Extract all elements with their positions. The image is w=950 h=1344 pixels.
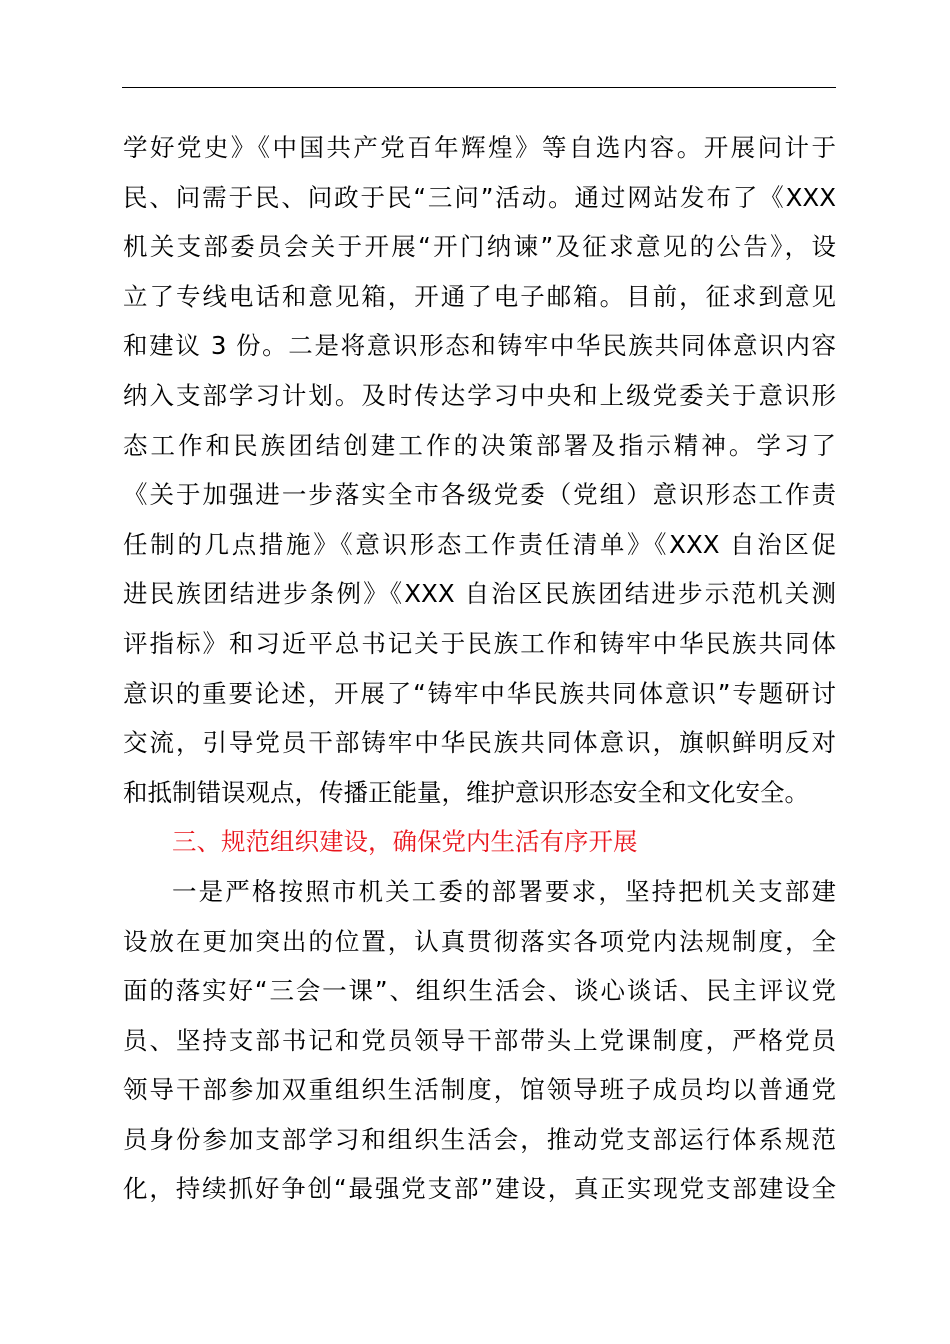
- text-line: 立了专线电话和意见箱，开通了电子邮箱。目前，征求到意见: [123, 281, 836, 311]
- text-line: 员身份参加支部学习和组织生活会，推动党支部运行体系规范: [123, 1124, 836, 1154]
- text-line: 和抵制错误观点，传播正能量，维护意识形态安全和文化安全。: [123, 777, 809, 807]
- paragraph-continued: [123, 123, 836, 817]
- text-line: 学好党史》《中国共产党百年辉煌》等自选内容。开展问计于: [123, 133, 836, 162]
- text-line: 《关于加强进一步落实全市各级党委（党组）意识形态工作责: [123, 480, 836, 510]
- text-line: 机关支部委员会关于开展“开门纳谏”及征求意见的公告》，设: [123, 232, 836, 262]
- text-line: 任制的几点措施》《意识形态工作责任清单》《XXX 自治区促: [123, 529, 836, 559]
- text-line: 民、问需于民、问政于民“三问”活动。通过网站发布了《XXX: [123, 182, 836, 212]
- paragraph: [123, 867, 836, 1214]
- text-line: 面的落实好“三会一课”、组织生活会、谈心谈话、民主评议党: [123, 976, 836, 1006]
- text-line: 意识的重要论述，开展了“铸牢中华民族共同体意识”专题研讨: [123, 678, 836, 708]
- text-line: 领导干部参加双重组织生活制度，馆领导班子成员均以普通党: [123, 1075, 836, 1105]
- text-line: 和建议 3 份。二是将意识形态和铸牢中华民族共同体意识内容: [123, 331, 836, 361]
- document-body: [123, 123, 836, 1214]
- header-rule: [122, 87, 836, 88]
- text-line: 员、坚持支部书记和党员领导干部带头上党课制度，严格党员: [123, 1025, 836, 1055]
- text-line: 交流，引导党员干部铸牢中华民族共同体意识，旗帜鲜明反对: [123, 728, 836, 758]
- text-line: 化，持续抓好争创“最强党支部”建设，真正实现党支部建设全: [123, 1174, 836, 1204]
- text-line: 一是严格按照市机关工委的部署要求，坚持把机关支部建: [172, 876, 836, 906]
- text-line: 设放在更加突出的位置，认真贯彻落实各项党内法规制度，全: [123, 926, 836, 956]
- text-line: 评指标》和习近平总书记关于民族工作和铸牢中华民族共同体: [123, 628, 836, 658]
- section-heading: 三、规范组织建设，确保党内生活有序开展: [172, 827, 638, 857]
- text-line: 态工作和民族团结创建工作的决策部署及指示精神。学习了: [123, 430, 836, 460]
- text-line: 纳入支部学习计划。及时传达学习中央和上级党委关于意识形: [123, 380, 836, 410]
- text-line: 进民族团结进步条例》《XXX 自治区民族团结进步示范机关测: [123, 579, 836, 609]
